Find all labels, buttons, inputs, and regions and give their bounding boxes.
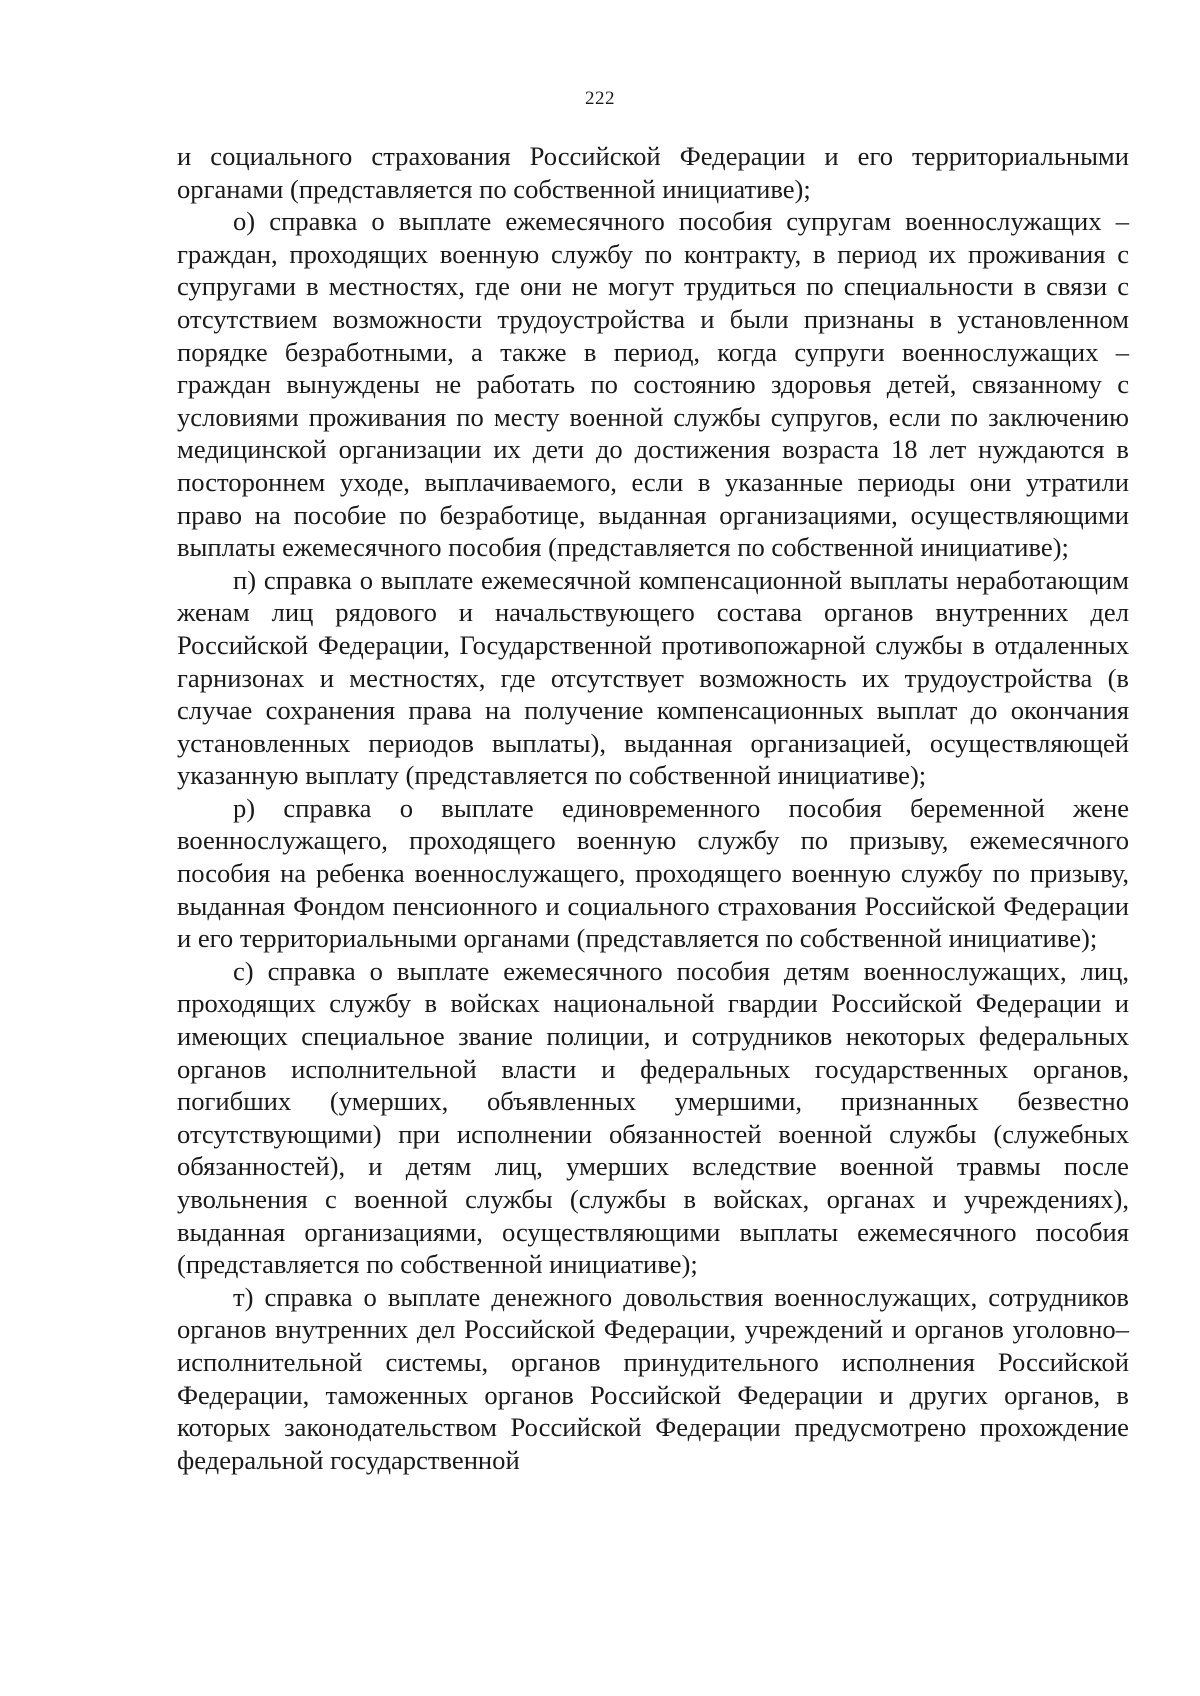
paragraph-item-s: с) справка о выплате ежемесячного пособия детям военнослужащих, лиц, проходящих службу в войсках национальной гвардии Российской Федерации и имеющих специальное звание полиции, и сотрудников некоторых федеральных органов исполнительной власти и федеральных государственных органов, погибших (умерших, объявленных умершими, признанных безвестно отсутствующими) при исполнении обязанностей военной службы (служебных обязанностей), и детям лиц, умерших вследствие военной травмы после увольнения с военной службы (службы в войсках, органах и учреждениях), выданная организациями, осуществляющими выплаты ежемесячного пособия (представляется по собственной инициативе); xyxy=(177,955,1129,1280)
paragraph-item-t: т) справка о выплате денежного довольствия военнослужащих, сотрудников органов внутренних дел Российской Федерации, учреждений и органов уголовно–исполнительной системы, органов принудительного исполнения Российской Федерации, таможенных органов Российской Федерации и других органов, в которых законодательством Российской Федерации предусмотрено прохождение федеральной государственной xyxy=(177,1281,1129,1475)
page-number: 222 xyxy=(585,88,615,109)
paragraph-item-p: п) справка о выплате ежемесячной компенсационной выплаты неработающим женам лиц рядового и начальствующего состава органов внутренних дел Российской Федерации, Государственной противопожарной службы в отдаленных гарнизонах и местностях, где отсутствует возможность их трудоустройства (в случае сохранения права на получение компенсационных выплат до окончания установленных периодов выплаты), выданная организацией, осуществляющей указанную выплату (представляется по собственной инициативе); xyxy=(177,564,1129,791)
paragraph-item-o: о) справка о выплате ежемесячного пособия супругам военнослужащих – граждан, проходящих военную службу по контракту, в период их проживания с супругами в местностях, где они не могут трудиться по специальности в связи с отсутствием возможности трудоустройства и были признаны в установленном порядке безработными, а также в период, когда супруги военнослужащих – граждан вынуждены не работать по состоянию здоровья детей, связанному с условиями проживания по месту военной службы супругов, если по заключению медицинской организации их дети до достижения возраста 18 лет нуждаются в постороннем уходе, выплачиваемого, если в указанные периоды они утратили право на пособие по безработице, выданная организациями, осуществляющими выплаты ежемесячного пособия (представляется по собственной инициативе); xyxy=(177,206,1129,563)
paragraph-item-r: р) справка о выплате единовременного пособия беременной жене военнослужащего, проходящего военную службу по призыву, ежемесячного пособия на ребенка военнослужащего, проходящего военную службу по призыву, выданная Фондом пенсионного и социального страхования Российской Федерации и его территориальными органами (представляется по собственной инициативе); xyxy=(177,792,1129,954)
paragraph-continuation: и социального страхования Российской Федерации и его территориальными органами (представляется по собственной инициативе); xyxy=(177,141,1129,204)
document-body xyxy=(177,140,1129,1476)
